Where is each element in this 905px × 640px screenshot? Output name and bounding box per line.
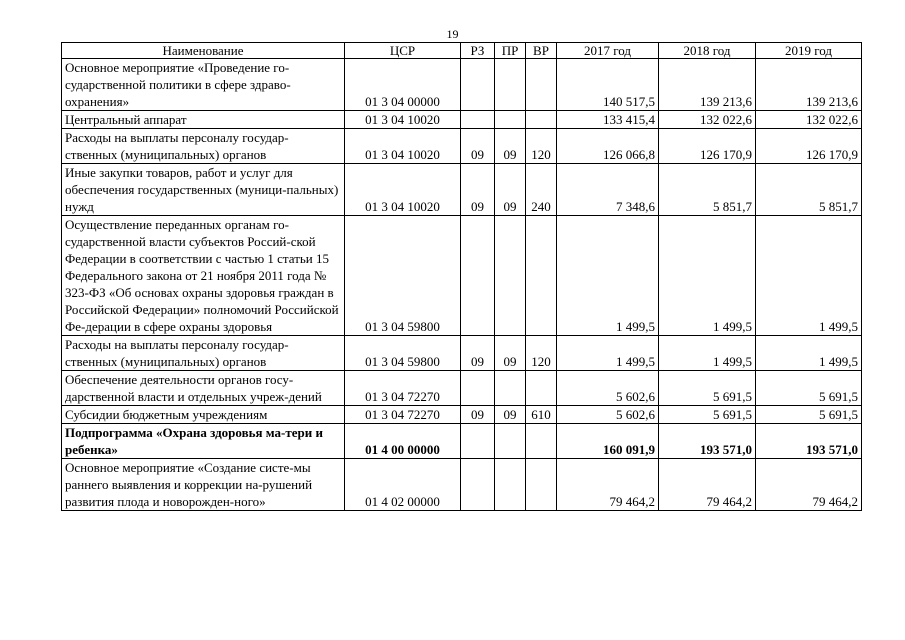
- row-rz: 09: [461, 129, 495, 164]
- row-2017: 1 499,5: [557, 216, 659, 336]
- table-row: [62, 59, 862, 111]
- row-name: Расходы на выплаты персоналу государ-ственных (муниципальных) органов: [62, 129, 345, 164]
- row-2018: 1 499,5: [659, 216, 756, 336]
- row-csr: 01 3 04 00000: [345, 59, 461, 111]
- row-2019: 1 499,5: [756, 216, 862, 336]
- budget-table: [61, 42, 862, 511]
- header-2019: 2019 год: [756, 43, 862, 59]
- row-2018: 126 170,9: [659, 129, 756, 164]
- row-2018: 5 851,7: [659, 164, 756, 216]
- header-pr: ПР: [495, 43, 526, 59]
- row-rz: [461, 59, 495, 111]
- row-2017: 5 602,6: [557, 371, 659, 406]
- header-rz: РЗ: [461, 43, 495, 59]
- table-row: [62, 336, 862, 371]
- row-name: Обеспечение деятельности органов госу-дарственной власти и отдельных учреж-дений: [62, 371, 345, 406]
- row-name: Субсидии бюджетным учреждениям: [62, 406, 345, 424]
- row-name: Расходы на выплаты персоналу государ-ственных (муниципальных) органов: [62, 336, 345, 371]
- row-csr: 01 3 04 72270: [345, 371, 461, 406]
- row-pr: [495, 371, 526, 406]
- row-2017: 79 464,2: [557, 459, 659, 511]
- row-2017: 1 499,5: [557, 336, 659, 371]
- row-rz: 09: [461, 336, 495, 371]
- row-2019: 5 691,5: [756, 406, 862, 424]
- row-2017: 5 602,6: [557, 406, 659, 424]
- row-pr: [495, 111, 526, 129]
- row-pr: [495, 424, 526, 459]
- page-number: 19: [446, 27, 459, 41]
- table-row: [62, 459, 862, 511]
- table-header-row: [62, 43, 862, 59]
- row-pr: 09: [495, 406, 526, 424]
- row-csr: 01 3 04 10020: [345, 164, 461, 216]
- row-pr: [495, 216, 526, 336]
- row-2018: 5 691,5: [659, 371, 756, 406]
- row-csr: 01 4 00 00000: [345, 424, 461, 459]
- table-row: [62, 129, 862, 164]
- row-2019: 132 022,6: [756, 111, 862, 129]
- header-name: Наименование: [62, 43, 345, 59]
- row-2019: 139 213,6: [756, 59, 862, 111]
- row-csr: 01 4 02 00000: [345, 459, 461, 511]
- row-vr: [526, 424, 557, 459]
- row-2019: 193 571,0: [756, 424, 862, 459]
- table-row: [62, 371, 862, 406]
- row-csr: 01 3 04 72270: [345, 406, 461, 424]
- row-csr: 01 3 04 10020: [345, 111, 461, 129]
- row-vr: 610: [526, 406, 557, 424]
- row-vr: 120: [526, 336, 557, 371]
- row-2018: 139 213,6: [659, 59, 756, 111]
- header-2017: 2017 год: [557, 43, 659, 59]
- row-2017: 133 415,4: [557, 111, 659, 129]
- row-vr: [526, 111, 557, 129]
- row-2017: 160 091,9: [557, 424, 659, 459]
- row-name: Иные закупки товаров, работ и услуг для обеспечения государственных (муници-пальных) нужд: [62, 164, 345, 216]
- row-2019: 79 464,2: [756, 459, 862, 511]
- row-csr: 01 3 04 10020: [345, 129, 461, 164]
- row-name: Основное мероприятие «Создание систе-мы раннего выявления и коррекции на-рушений развития плода и новорожден-ного»: [62, 459, 345, 511]
- row-csr: 01 3 04 59800: [345, 216, 461, 336]
- row-rz: [461, 111, 495, 129]
- row-name: Осуществление переданных органам го-сударственной власти субъектов Россий-ской Федерации в соответствии с частью 1 статьи 15 Федерального закона от 21 ноября 2011 года № 323-ФЗ «Об основах охраны здоровья граждан в Российской Федерации» полномочий Российской Фе-дерации в сфере охраны здоровья: [62, 216, 345, 336]
- row-vr: [526, 459, 557, 511]
- row-2018: 1 499,5: [659, 336, 756, 371]
- row-csr: 01 3 04 59800: [345, 336, 461, 371]
- table-row: [62, 164, 862, 216]
- row-pr: [495, 459, 526, 511]
- row-pr: 09: [495, 164, 526, 216]
- row-pr: 09: [495, 129, 526, 164]
- row-vr: [526, 59, 557, 111]
- row-pr: 09: [495, 336, 526, 371]
- table-row: [62, 216, 862, 336]
- table-row: [62, 111, 862, 129]
- row-rz: [461, 424, 495, 459]
- row-rz: [461, 459, 495, 511]
- table-row-subprogram: [62, 424, 862, 459]
- row-2019: 1 499,5: [756, 336, 862, 371]
- table-row: [62, 406, 862, 424]
- row-2017: 7 348,6: [557, 164, 659, 216]
- row-vr: [526, 216, 557, 336]
- header-csr: ЦСР: [345, 43, 461, 59]
- row-rz: 09: [461, 164, 495, 216]
- row-rz: 09: [461, 406, 495, 424]
- header-2018: 2018 год: [659, 43, 756, 59]
- row-pr: [495, 59, 526, 111]
- header-vr: ВР: [526, 43, 557, 59]
- row-rz: [461, 216, 495, 336]
- row-name: Подпрограмма «Охрана здоровья ма-тери и ребенка»: [62, 424, 345, 459]
- row-rz: [461, 371, 495, 406]
- row-2019: 5 851,7: [756, 164, 862, 216]
- row-vr: [526, 371, 557, 406]
- row-2018: 193 571,0: [659, 424, 756, 459]
- row-2018: 5 691,5: [659, 406, 756, 424]
- row-2018: 132 022,6: [659, 111, 756, 129]
- row-vr: 240: [526, 164, 557, 216]
- row-vr: 120: [526, 129, 557, 164]
- row-name: Центральный аппарат: [62, 111, 345, 129]
- row-2018: 79 464,2: [659, 459, 756, 511]
- row-2019: 5 691,5: [756, 371, 862, 406]
- row-name: Основное мероприятие «Проведение го-сударственной политики в сфере здраво-охранения»: [62, 59, 345, 111]
- row-2017: 126 066,8: [557, 129, 659, 164]
- row-2019: 126 170,9: [756, 129, 862, 164]
- row-2017: 140 517,5: [557, 59, 659, 111]
